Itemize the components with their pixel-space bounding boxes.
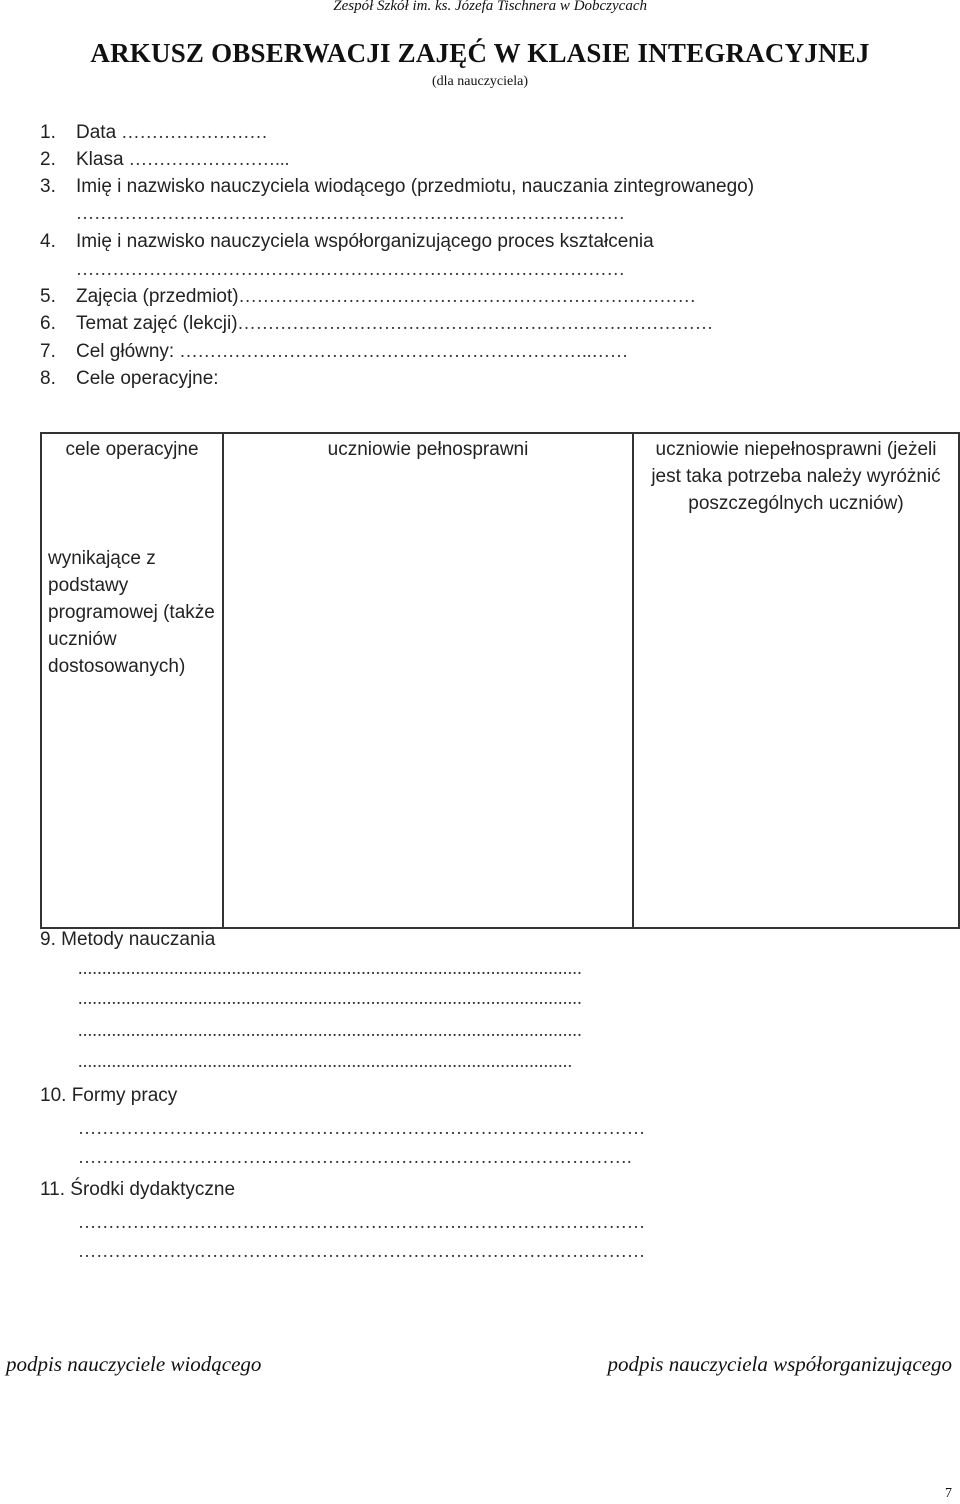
fill-line[interactable]: ………………………………………………………………………………… [78, 1241, 646, 1261]
page-number: 7 [945, 1486, 952, 1501]
item-co-teacher [40, 231, 654, 253]
item-label: Cele operacyjne: [76, 368, 219, 389]
page-title: ARKUSZ OBSERWACJI ZAJĘĆ W KLASIE INTEGRACYJNEJ [90, 38, 870, 68]
fill-line[interactable]: ……………………... [128, 149, 290, 169]
item-number: 1. [40, 122, 56, 143]
forms-label: 10. Formy pracy [40, 1085, 178, 1106]
fill-line[interactable]: ......................................................................................................... [78, 1020, 582, 1040]
lead-teacher-signature-label: podpis nauczyciele wiodącego [6, 1352, 262, 1376]
methods-label: 9. Metody nauczania [40, 929, 216, 950]
item-label: Cel główny: [76, 341, 175, 362]
operational-goals-table [40, 432, 960, 929]
item-date [40, 122, 268, 144]
item-number: 5. [40, 286, 56, 307]
fill-line[interactable]: ……………………………………………………………………………… [76, 259, 625, 279]
item-number: 8. [40, 368, 56, 389]
fill-line[interactable]: ………………………………………………………………………………… [78, 1118, 646, 1138]
item-number: 3. [40, 176, 56, 197]
goals-column[interactable] [41, 433, 223, 928]
item-number: 2. [40, 149, 56, 170]
fill-line[interactable]: ....................................................................................................... [78, 1051, 573, 1071]
column-header-disabled-students: uczniowie niepełnosprawni (jeżeli jest taka potrzeba należy wyróżnić poszczególnych uczniów) [651, 439, 941, 514]
co-teacher-signature-label: podpis nauczyciela współorganizującego [607, 1352, 952, 1376]
item-label: Temat zajęć (lekcji) [76, 313, 238, 334]
fill-line[interactable]: ......................................................................................................... [78, 958, 582, 978]
item-label: Imię i nazwisko nauczyciela współorganizującego proces kształcenia [76, 231, 654, 252]
fill-line[interactable]: ………………………………………………………………… [238, 286, 697, 306]
able-students-column[interactable] [223, 433, 633, 928]
item-label: Klasa [76, 149, 124, 170]
fill-line[interactable]: …………………………………………………………………… [237, 313, 714, 333]
item-label: Zajęcia (przedmiot) [76, 286, 239, 307]
page-subtitle: (dla nauczyciela) [432, 74, 528, 89]
item-number: 6. [40, 313, 56, 334]
item-number: 7. [40, 341, 56, 362]
fill-line[interactable]: …………………… [121, 122, 268, 142]
goals-note: wynikające z podstawy programowej (także uczniów dostosowanych) [48, 548, 215, 677]
column-header-able-students: uczniowie pełnosprawni [327, 439, 529, 460]
item-operational-goals [40, 368, 219, 390]
fill-line[interactable]: ......................................................................................................... [78, 988, 582, 1008]
fill-line[interactable]: ………………………………………………………………………………. [78, 1147, 632, 1167]
item-main-goal [40, 341, 628, 363]
item-label: Data [76, 122, 117, 143]
materials-label: 11. Środki dydaktyczne [40, 1179, 236, 1200]
disabled-students-column[interactable] [633, 433, 959, 928]
fill-line[interactable]: …………………………………………………………..…… [179, 341, 629, 361]
item-lead-teacher [40, 176, 754, 198]
column-header-goals: cele operacyjne [65, 439, 199, 460]
item-class [40, 149, 290, 171]
fill-line[interactable]: ………………………………………………………………………………… [78, 1212, 646, 1232]
fill-line[interactable]: ……………………………………………………………………………… [76, 203, 625, 223]
item-label: Imię i nazwisko nauczyciela wiodącego (przedmiotu, nauczania zintegrowanego) [76, 176, 755, 197]
item-topic [40, 313, 713, 335]
item-subject [40, 286, 696, 308]
item-number: 4. [40, 231, 56, 252]
school-header: Zespół Szkół im. ks. Józefa Tischnera w Dobczycach [333, 0, 647, 14]
